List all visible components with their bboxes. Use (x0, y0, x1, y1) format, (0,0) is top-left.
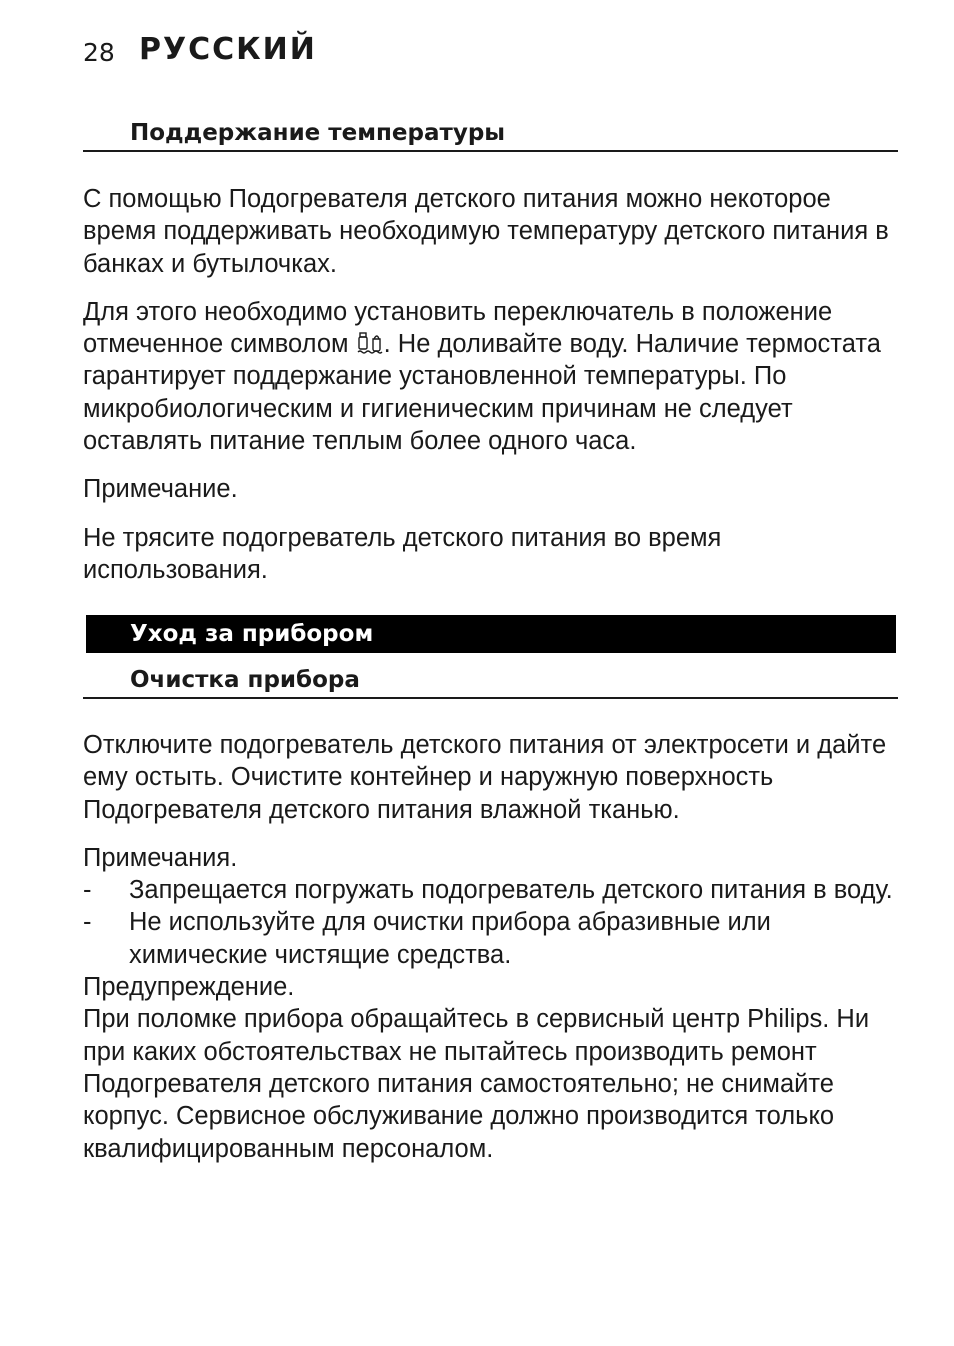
keep-warm-paragraph-2-end: . Не доливайте воду. Наличие термостата гарантирует поддержание установленной температуры. По микробиологическим и гигиеническим причинам не следует оставлять питание теплым более одного часа. (83, 330, 881, 456)
heading-rule (83, 150, 898, 152)
jar-bottle-warm-icon (356, 329, 384, 355)
list-item (83, 874, 898, 906)
cleaning-heading-text: Очистка прибора (130, 667, 360, 693)
keep-warm-paragraph-2-start: Для этого необходимо установить переключатель в положение отмеченное символом (83, 297, 833, 359)
cleaning-notes-label: Примечания. (83, 843, 238, 872)
bullet-marker: - (83, 908, 92, 937)
cleaning-body (83, 729, 898, 1165)
keep-warm-paragraph-1: С помощью Подогревателя детского питания можно некоторое время поддерживать необходимую температуру детского питания в банках и бутылочках. (83, 185, 889, 278)
keep-warm-note-text: Не трясите подогреватель детского питания во время использования. (83, 523, 722, 584)
keep-warm-body (83, 183, 898, 586)
cleaning-heading (83, 667, 898, 699)
language-title: РУССКИЙ (139, 32, 317, 67)
keep-warm-heading-text: Поддержание температуры (130, 120, 506, 146)
keep-warm-paragraph-2 (83, 296, 898, 457)
bullet-text: Запрещается погружать подогреватель детского питания в воду. (129, 876, 893, 905)
keep-warm-heading (83, 120, 898, 152)
cleaning-paragraph-1: Отключите подогреватель детского питания от электросети и дайте ему остыть. Очистите контейнер и наружную поверхность Подогревателя детского питания влажной тканью. (83, 731, 887, 824)
heading-rule (83, 697, 898, 699)
bullet-text: Не используйте для очистки прибора абразивные или химические чистящие средства. (129, 908, 771, 969)
care-section-bar: Уход за прибором (86, 615, 896, 653)
keep-warm-note-label: Примечание. (83, 475, 238, 504)
warning-label: Предупреждение. (83, 973, 295, 1002)
warning-text: При поломке прибора обращайтесь в сервисный центр Philips. Ни при каких обстоятельствах не пытайтесь производить ремонт Подогревателя детского питания самостоятельно; не снимайте корпус. Сервисное обслуживание должно производится только квалифицированным персоналом. (83, 1005, 870, 1163)
page-number: 28 (83, 38, 115, 67)
bullet-marker: - (83, 876, 92, 905)
list-item (83, 906, 898, 971)
